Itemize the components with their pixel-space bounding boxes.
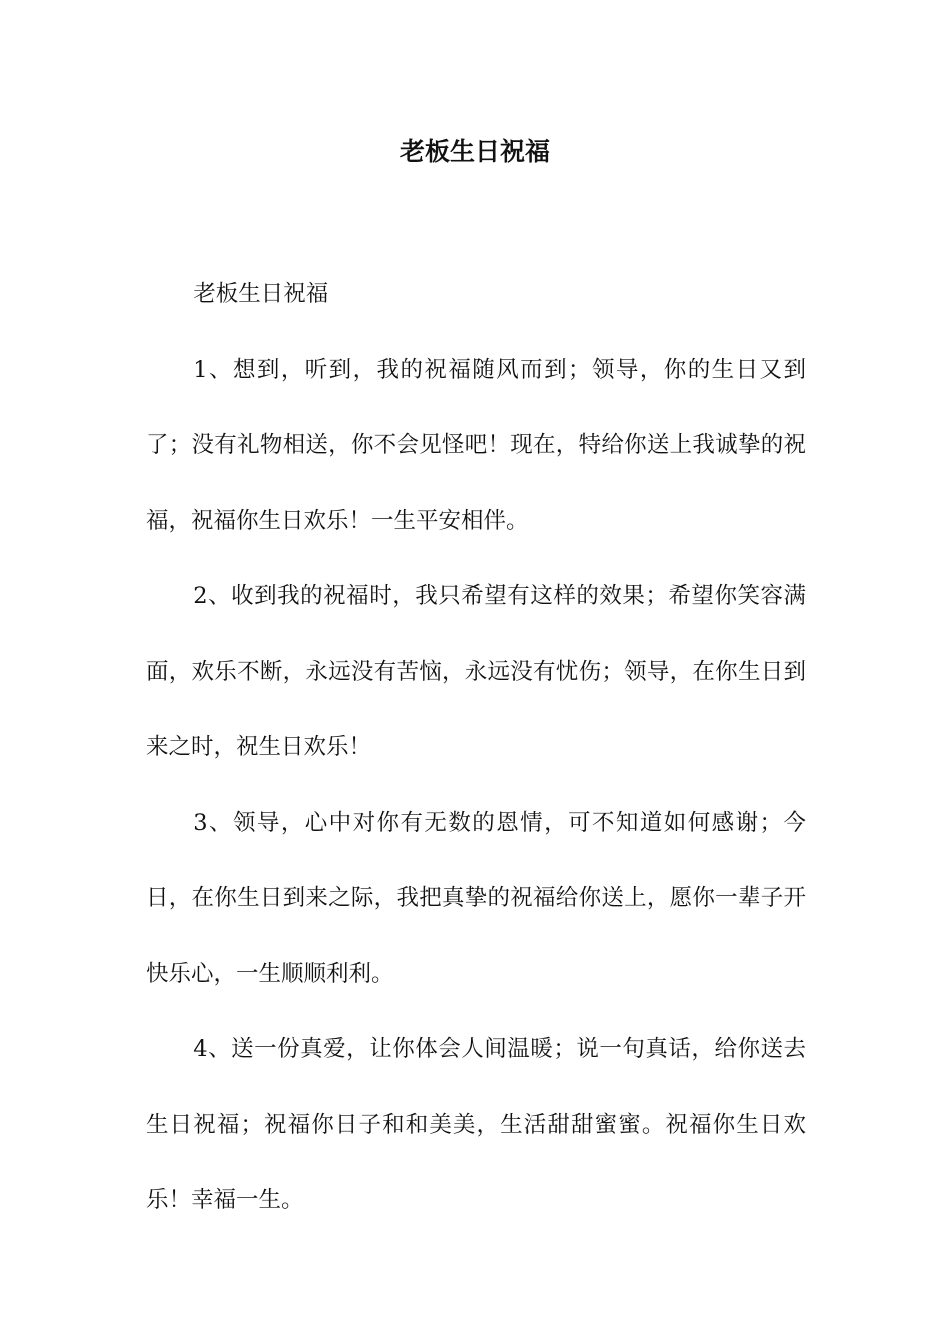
subtitle-paragraph: 老板生日祝福 [193,281,329,307]
document-body [146,257,806,1239]
document-title: 老板生日祝福 [399,137,550,166]
wish-paragraph-1: 1、想到，听到，我的祝福随风而到；领导，你的生日又到了；没有礼物相送，你不会见怪吧！现在，特给你送上我诚挚的祝福，祝福你生日欢乐！一生平安相伴。 [146,356,806,534]
wish-paragraph-2: 2、收到我的祝福时，我只希望有这样的效果；希望你笑容满面，欢乐不断，永远没有苦恼，永远没有忧伤；领导，在你生日到来之时，祝生日欢乐！ [146,583,806,760]
wish-paragraph-4: 4、送一份真爱，让你体会人间温暖；说一句真话，给你送去生日祝福；祝福你日子和和美美，生活甜甜蜜蜜。祝福你生日欢乐！幸福一生。 [146,1036,806,1213]
wish-paragraph-3: 3、领导，心中对你有无数的恩情，可不知道如何感谢；今日，在你生日到来之际，我把真挚的祝福给你送上，愿你一辈子开快乐心，一生顺顺利利。 [146,809,806,987]
